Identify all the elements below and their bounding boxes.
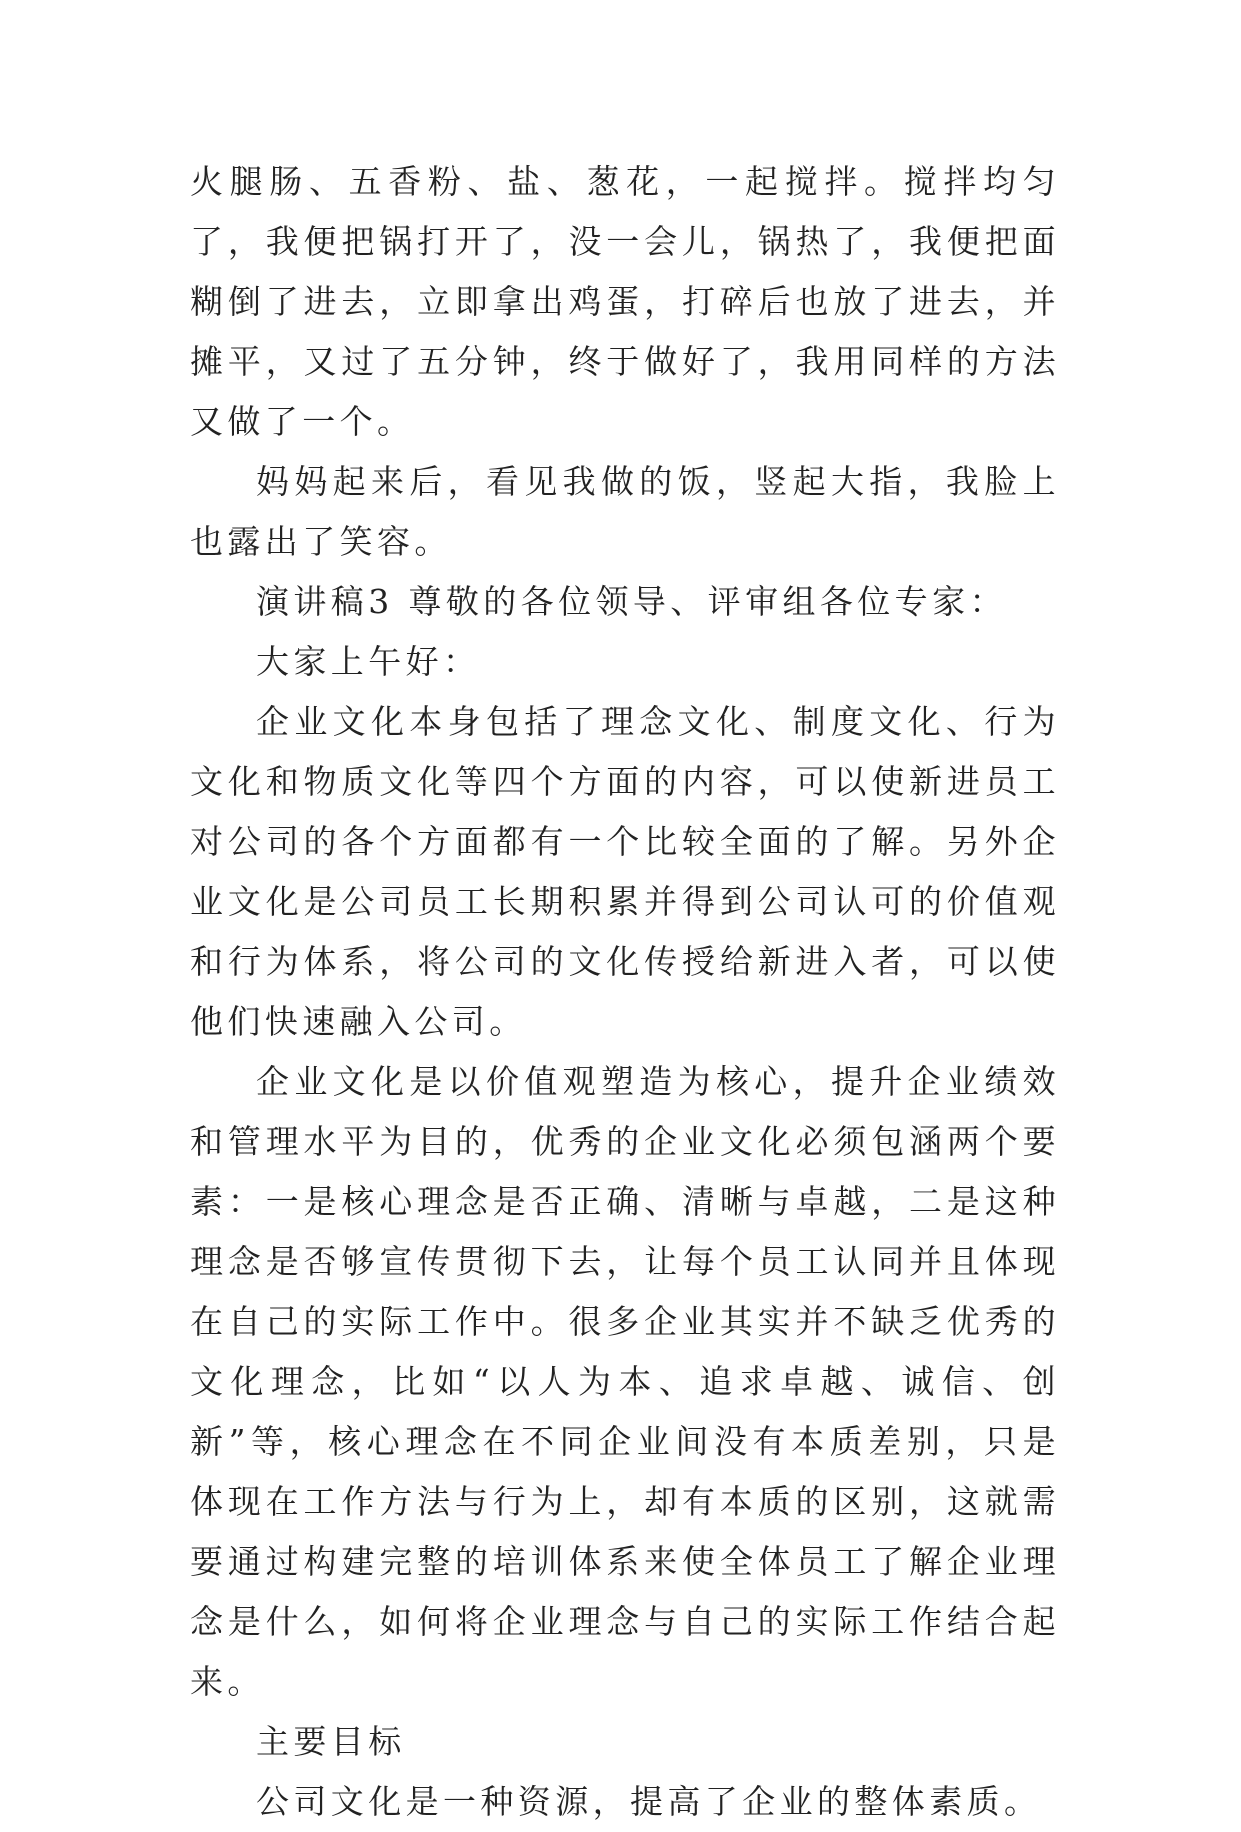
document-body	[190, 152, 1060, 1832]
paragraph-culture-content: 企业文化本身包括了理念文化、制度文化、行为文化和物质文化等四个方面的内容，可以使新进员工对公司的各个方面都有一个比较全面的了解。另外企业文化是公司员工长期积累并得到公司认可的价值观和行为体系，将公司的文化传授给新进入者，可以使他们快速融入公司。	[190, 702, 1060, 1041]
paragraph-cooking-continued: 火腿肠、五香粉、盐、葱花，一起搅拌。搅拌均匀了，我便把锅打开了，没一会儿，锅热了，我便把面糊倒了进去，立即拿出鸡蛋，打碎后也放了进去，并摊平，又过了五分钟，终于做好了，我用同样的方法又做了一个。	[190, 162, 1060, 441]
paragraph-culture-resource: 公司文化是一种资源，提高了企业的整体素质。	[256, 1782, 1042, 1821]
speech-greeting: 大家上午好：	[256, 642, 481, 681]
speech-heading: 演讲稿3 尊敬的各位领导、评审组各位专家：	[256, 582, 1007, 621]
paragraph-mother-reaction: 妈妈起来后，看见我做的饭，竖起大指，我脸上也露出了笑容。	[190, 462, 1060, 561]
section-heading-main-goal: 主要目标	[256, 1722, 406, 1761]
paragraph-culture-core: 企业文化是以价值观塑造为核心，提升企业绩效和管理水平为目的，优秀的企业文化必须包涵两个要素：一是核心理念是否正确、清晰与卓越，二是这种理念是否够宣传贯彻下去，让每个员工认同并且体现在自己的实际工作中。很多企业其实并不缺乏优秀的文化理念，比如“以人为本、追求卓越、诚信、创新”等，核心理念在不同企业间没有本质差别，只是体现在工作方法与行为上，却有本质的区别，这就需要通过构建完整的培训体系来使全体员工了解企业理念是什么，如何将企业理念与自己的实际工作结合起来。	[190, 1062, 1060, 1701]
